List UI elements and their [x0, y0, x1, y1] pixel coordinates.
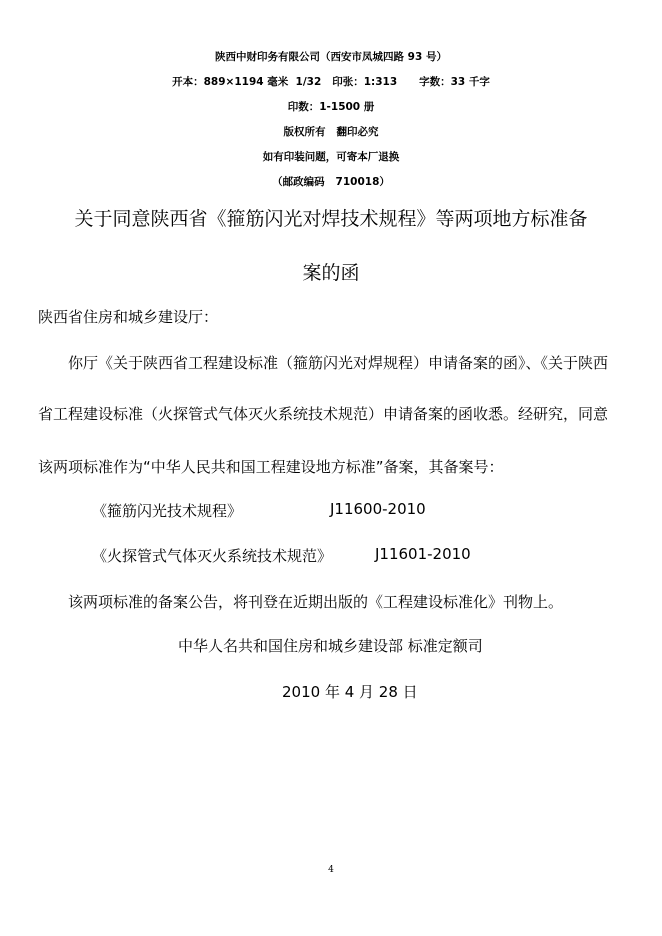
paragraph-1-line-3: 该两项标准作为“中华人民共和国工程建设地方标准”备案，其备案号：	[38, 458, 504, 476]
title-line-2: 案的函	[302, 262, 360, 284]
standard-code-1: J11600-2010	[330, 500, 426, 518]
standard-name-2: 《火探管式气体灭火系统技术规范》	[92, 547, 333, 565]
page-number: 4	[328, 865, 334, 875]
date-line: 2010 年 4 月 28 日	[282, 683, 418, 701]
paragraph-1-line-1: 你厅《关于陕西省工程建设标准（箍筋闪光对焊规程）申请备案的函》、《关于陕西	[68, 354, 609, 372]
salutation: 陕西省住房和城乡建设厅：	[38, 308, 219, 326]
print-specs-line: 开本：889×1194 毫米 1/32 印张：1:313 字数：33 千字	[172, 76, 490, 88]
publisher-name-line: 陕西中财印务有限公司（西安市凤城四路 93 号）	[215, 51, 447, 63]
signature-line: 中华人名共和国住房和城乡建设部 标准定额司	[178, 637, 483, 655]
paragraph-2: 该两项标准的备案公告，将刊登在近期出版的《工程建设标准化》刊物上。	[68, 593, 564, 611]
copyright-line: 版权所有 翻印必究	[283, 126, 379, 138]
paragraph-1-line-2: 省工程建设标准（火探管式气体灭火系统技术规范）申请备案的函收悉。经研究，同意	[38, 405, 609, 423]
title-line-1: 关于同意陕西省《箍筋闪光对焊技术规程》等两项地方标准备	[74, 208, 588, 230]
standard-name-1: 《箍筋闪光技术规程》	[92, 502, 243, 520]
print-run-line: 印数：1-1500 册	[287, 101, 375, 113]
returns-line: 如有印装问题，可寄本厂退换	[262, 151, 400, 163]
postal-code-line: （邮政编码 710018）	[272, 176, 390, 188]
standard-code-2: J11601-2010	[375, 545, 471, 563]
